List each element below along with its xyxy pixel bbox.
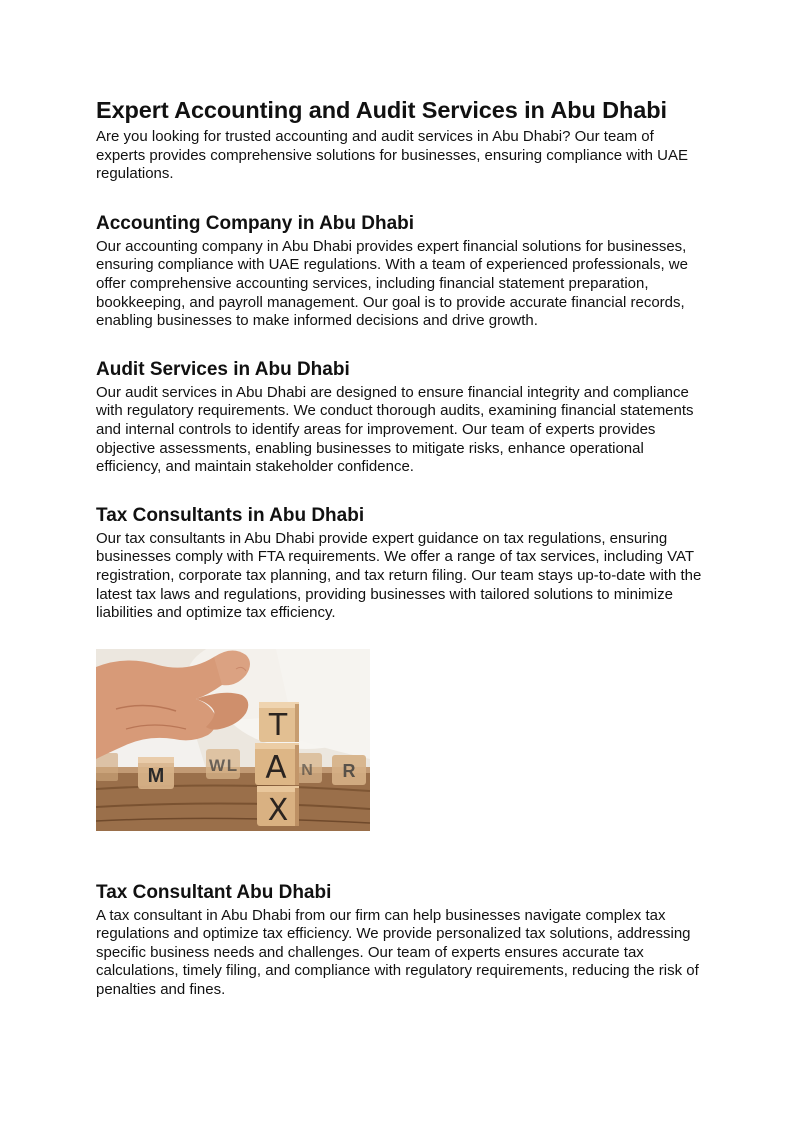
page-title: Expert Accounting and Audit Services in Abu Dhabi xyxy=(96,97,667,123)
background-block-letter-n: N xyxy=(301,761,313,779)
intro-paragraph: Are you looking for trusted accounting and audit services in Abu Dhabi? Our team of experts provides comprehensive solutions for businesses, ensuring compliance with UAE regulations. xyxy=(96,128,688,183)
section-heading-audit: Audit Services in Abu Dhabi xyxy=(96,358,350,380)
document-page xyxy=(96,92,706,1000)
section-body-audit: Our audit services in Abu Dhabi are designed to ensure financial integrity and compliance with regulatory requirements. We conduct thorough audits, examining financial statements and internal controls to identify areas for improvement. Our team of experts provides objective assessments, enabling businesses to mitigate risks, enhance operational efficiency, and maintain stakeholder confidence. xyxy=(96,383,694,476)
block-letter-a: A xyxy=(265,749,287,786)
section-body-accounting: Our accounting company in Abu Dhabi provides expert financial solutions for businesses, ensuring compliance with UAE regulations. With a team of experienced professionals, we offer comprehensive accounting services, including financial statement preparation, bookkeeping, and payroll management. Our goal is to provide accurate financial records, enabling businesses to make informed decisions and drive growth. xyxy=(96,237,688,330)
background-block-letter-r: R xyxy=(342,760,356,781)
section-heading-tax-consultant: Tax Consultant Abu Dhabi xyxy=(96,881,332,903)
background-block-letter-l: L xyxy=(226,755,238,775)
section-body-tax-consultant: A tax consultant in Abu Dhabi from our firm can help businesses navigate complex tax regulations and optimize tax efficiency. We provide personalized tax solutions, addressing specific business needs and challenges. Our team of experts ensures accurate tax calculations, timely filing, and compliance with regulatory requirements, reducing the risk of penalties and fines. xyxy=(96,906,699,999)
background-block-letter-w: W xyxy=(208,755,226,775)
block-letter-x: X xyxy=(267,792,289,828)
block-letter-t: T xyxy=(268,707,288,743)
section-body-tax-consultants: Our tax consultants in Abu Dhabi provide expert guidance on tax regulations, ensuring businesses comply with FTA requirements. We offer a range of tax services, including VAT registration, corporate tax planning, and tax return filing. Our team stays up-to-date with the latest tax laws and regulations, providing businesses with tailored solutions to minimize liabilities and optimize tax efficiency. xyxy=(96,529,702,622)
background-block-letter-m: M xyxy=(147,764,165,787)
tax-blocks-image xyxy=(96,649,370,831)
section-heading-tax-consultants: Tax Consultants in Abu Dhabi xyxy=(96,504,365,526)
section-heading-accounting: Accounting Company in Abu Dhabi xyxy=(96,212,415,234)
